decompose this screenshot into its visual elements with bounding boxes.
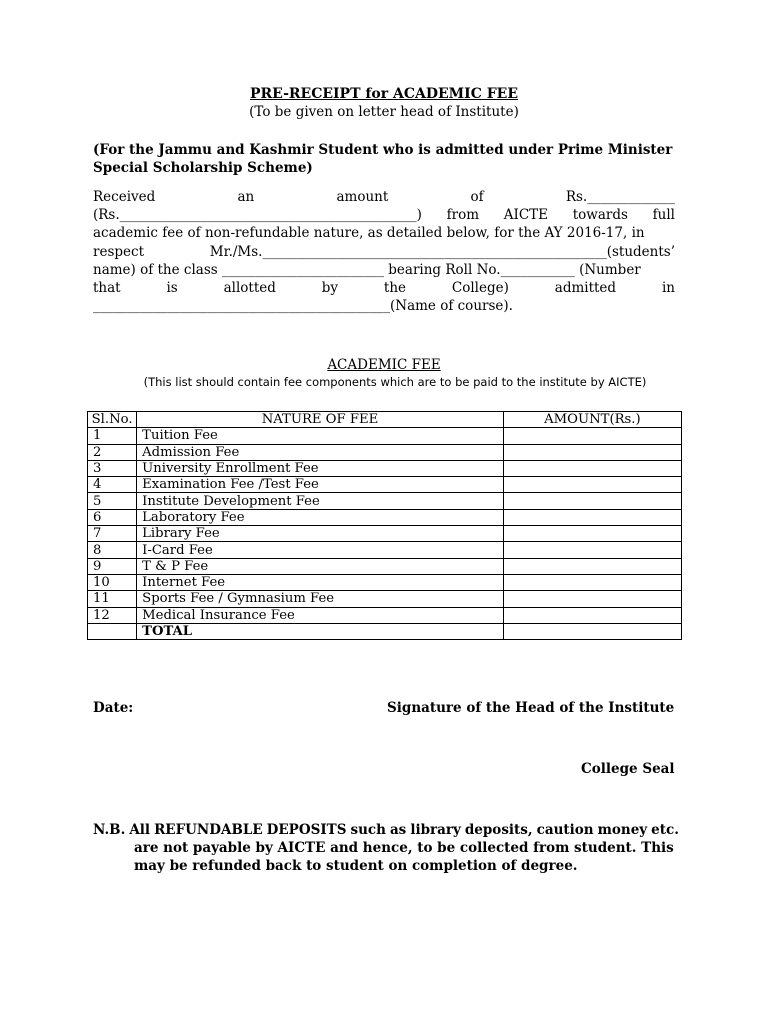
sl-no-cell: 11 (88, 591, 137, 607)
student-name-blank: Mr./Ms.___________________________________________________(students’ (209, 243, 675, 260)
sl-no-cell: 12 (88, 607, 137, 623)
column-header-amount: AMOUNT(Rs.) (503, 412, 681, 428)
fee-name-cell: Library Fee (137, 526, 504, 542)
total-label: TOTAL (137, 623, 504, 639)
table-row (88, 460, 682, 476)
word: caution (536, 822, 594, 838)
amount-cell (503, 558, 681, 574)
fee-name-cell: Internet Fee (137, 574, 504, 590)
sl-no-cell: 4 (88, 477, 137, 493)
word: of (470, 189, 484, 205)
word: towards (572, 207, 628, 224)
table-row (88, 444, 682, 460)
sl-no-cell: 10 (88, 574, 137, 590)
word: that (93, 280, 121, 297)
word: REFUNDABLE (154, 822, 263, 838)
sl-no-cell: 8 (88, 542, 137, 558)
word: is (166, 280, 178, 297)
word: DEPOSITS (266, 822, 347, 838)
amount-cell (503, 542, 681, 558)
amount-blank: Rs._____________ (565, 189, 675, 205)
amount-cell (503, 477, 681, 493)
paragraph-line-7: ____________________________________________(Name of course). (93, 298, 513, 315)
table-row (88, 428, 682, 444)
amount-cell (503, 607, 681, 623)
column-header-nature-of-fee: NATURE OF FEE (137, 412, 504, 428)
word: College) (451, 280, 509, 297)
sl-no-cell: 7 (88, 526, 137, 542)
paragraph-line-3: academic fee of non-refundable nature, as detailed below, for the AY 2016-17, in (93, 225, 645, 242)
table-row (88, 542, 682, 558)
nb-line-3: may be refunded back to student on completion of degree. (134, 858, 578, 875)
fee-name-cell: T & P Fee (137, 558, 504, 574)
amount-cell (503, 526, 681, 542)
amount-cell (503, 574, 681, 590)
word: as (389, 822, 407, 838)
paragraph-line-5: name) of the class ________________________ bearing Roll No.___________ (Number (93, 261, 641, 278)
total-sl-cell (88, 623, 137, 639)
word: by (321, 280, 339, 297)
receipt-paragraph (93, 188, 675, 315)
table-row (88, 526, 682, 542)
nb-line-1 (93, 821, 679, 839)
sl-no-cell: 2 (88, 444, 137, 460)
date-label: Date: (93, 700, 134, 716)
word: Received (93, 189, 156, 205)
paragraph-line-2 (93, 206, 675, 224)
fee-name-cell: Examination Fee /Test Fee (137, 477, 504, 493)
word: money (597, 822, 648, 838)
nb-note (93, 821, 679, 876)
sl-no-cell: 3 (88, 460, 137, 476)
nb-line-2: are not payable by AICTE and hence, to be collected from student. This (134, 840, 674, 857)
amount-words-blank: (Rs.____________________________________________) (93, 207, 422, 224)
sl-no-cell: 9 (88, 558, 137, 574)
amount-cell (503, 493, 681, 509)
table-row (88, 477, 682, 493)
document-subtitle: (To be given on letter head of Institute) (249, 104, 519, 120)
word: amount (336, 189, 389, 205)
fee-name-cell: Tuition Fee (137, 428, 504, 444)
word: admitted (554, 280, 617, 297)
table-header-row (88, 412, 682, 428)
paragraph-line-4 (93, 243, 675, 261)
amount-cell (503, 591, 681, 607)
table-row (88, 607, 682, 623)
sl-no-cell: 6 (88, 509, 137, 525)
fee-name-cell: University Enrollment Fee (137, 460, 504, 476)
amount-cell (503, 428, 681, 444)
fee-name-cell: Sports Fee / Gymnasium Fee (137, 591, 504, 607)
fee-name-cell: Laboratory Fee (137, 509, 504, 525)
fee-name-cell: Medical Insurance Fee (137, 607, 504, 623)
word: AICTE (503, 207, 549, 224)
document-title: PRE-RECEIPT for ACADEMIC FEE (249, 86, 519, 102)
section-note: (This list should contain fee components which are to be paid to the institute by AICTE) (143, 375, 647, 389)
word: an (237, 189, 255, 205)
word: etc. (651, 822, 679, 838)
word: deposits, (464, 822, 533, 838)
word: the (383, 280, 407, 297)
fee-name-cell: Admission Fee (137, 444, 504, 460)
table-row (88, 574, 682, 590)
sl-no-cell: 1 (88, 428, 137, 444)
table-row (88, 509, 682, 525)
fee-table (87, 411, 682, 640)
table-row (88, 591, 682, 607)
column-header-sl-no: Sl.No. (88, 412, 137, 428)
fee-name-cell: Institute Development Fee (137, 493, 504, 509)
word: full (652, 207, 675, 224)
word: All (129, 822, 151, 838)
paragraph-line-6 (93, 279, 675, 297)
paragraph-line-1 (93, 188, 675, 206)
amount-cell (503, 509, 681, 525)
table-row (88, 558, 682, 574)
amount-cell (503, 460, 681, 476)
total-amount-cell (503, 623, 681, 639)
table-row (88, 493, 682, 509)
intro-statement: (For the Jammu and Kashmir Student who is admitted under Prime Minister Special Scholarship Scheme) (93, 142, 673, 176)
word: such (350, 822, 386, 838)
word: N.B. (93, 822, 126, 838)
fee-name-cell: I-Card Fee (137, 542, 504, 558)
total-row (88, 623, 682, 639)
college-seal-label: College Seal (581, 761, 675, 777)
signature-label: Signature of the Head of the Institute (387, 700, 675, 716)
word: from (446, 207, 480, 224)
word: allotted (223, 280, 276, 297)
section-title: ACADEMIC FEE (327, 357, 441, 373)
word: respect (93, 243, 144, 260)
sl-no-cell: 5 (88, 493, 137, 509)
word: library (410, 822, 461, 838)
amount-cell (503, 444, 681, 460)
word: in (661, 280, 675, 297)
